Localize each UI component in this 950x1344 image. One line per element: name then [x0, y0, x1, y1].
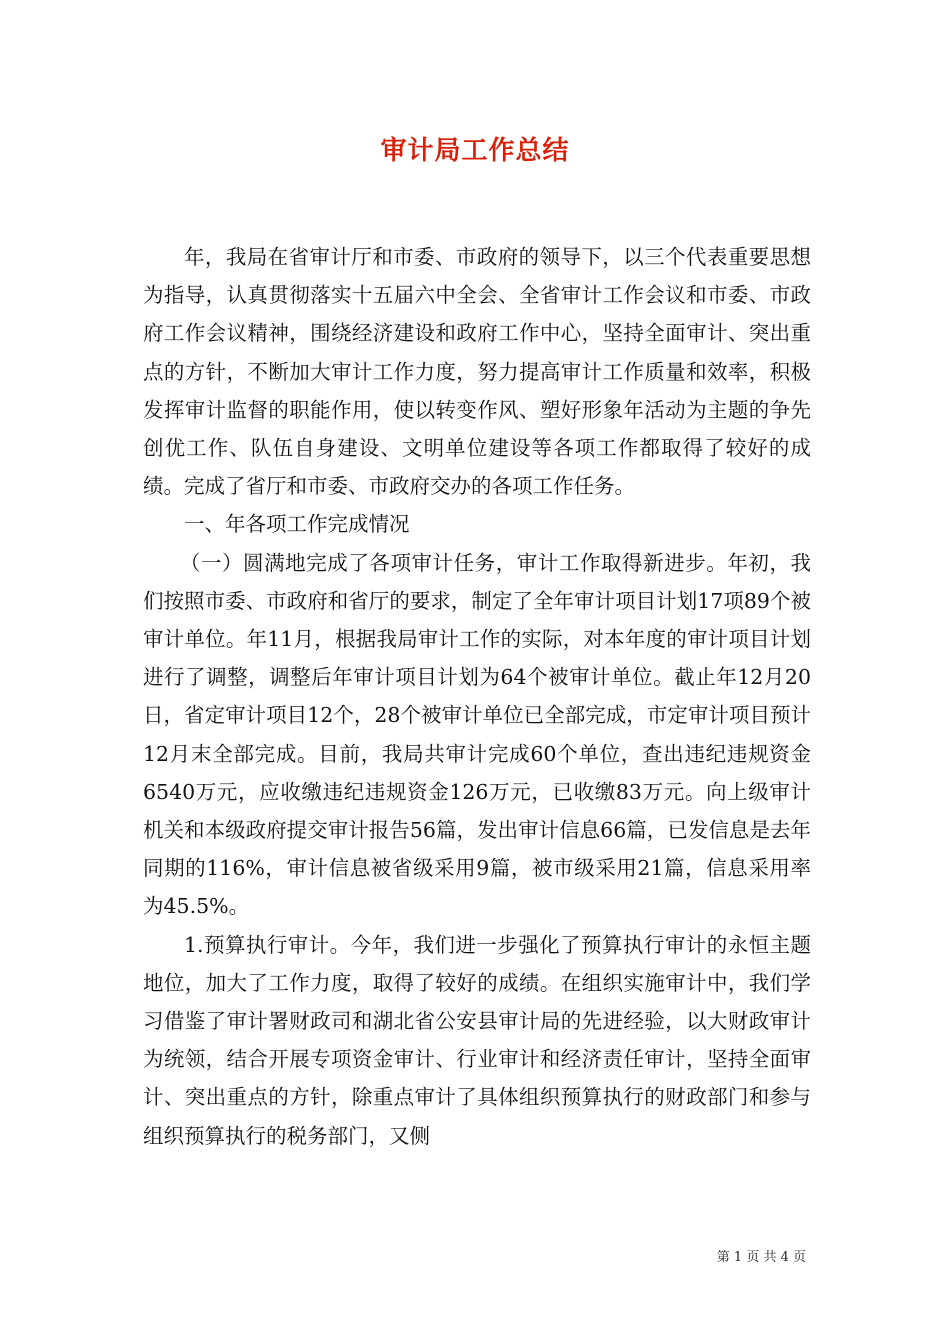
paragraph-audit-tasks: （一）圆满地完成了各项审计任务，审计工作取得新进步。年初，我们按照市委、市政府和省厅的要求，制定了全年审计项目计划17项89个被审计单位。年11月，根据我局审计工作的实际，对本年度的审计项目计划进行了调整，调整后年审计项目计划为64个被审计单位。截止年12月20日，省定审计项目12个，28个被审计单位已全部完成，市定审计项目预计12月末全部完成。目前，我局共审计完成60个单位，查出违纪违规资金6540万元，应收缴违纪违规资金126万元，已收缴83万元。向上级审计机关和本级政府提交审计报告56篇，发出审计信息66篇，已发信息是去年同期的116%，审计信息被省级采用9篇，被市级采用21篇，信息采用率为45.5%。 [143, 550, 811, 919]
section-heading: 一、年各项工作完成情况 [184, 512, 410, 537]
page-number: 第 1 页 共 4 页 [716, 1250, 806, 1265]
paragraph-budget-audit: 1.预算执行审计。今年，我们进一步强化了预算执行审计的永恒主题地位，加大了工作力度，取得了较好的成绩。在组织实施审计中，我们学习借鉴了审计署财政司和湖北省公安县审计局的先进经验，以大财政审计为统领，结合开展专项资金审计、行业审计和经济责任审计，坚持全面审计、突出重点的方针，除重点审计了具体组织预算执行的财政部门和参与组织预算执行的税务部门，又侧 [143, 932, 811, 1148]
document-title: 审计局工作总结 [380, 136, 570, 166]
document-body [143, 238, 811, 1155]
paragraph-intro: 年，我局在省审计厅和市委、市政府的领导下，以三个代表重要思想为指导，认真贯彻落实十五届六中全会、全省审计工作会议和市委、市政府工作会议精神，围绕经济建设和政府工作中心，坚持全面审计、突出重点的方针，不断加大审计工作力度，努力提高审计工作质量和效率，积极发挥审计监督的职能作用，使以转变作风、塑好形象年活动为主题的争先创优工作、队伍自身建设、文明单位建设等各项工作都取得了较好的成绩。完成了省厅和市委、市政府交办的各项工作任务。 [143, 245, 811, 499]
